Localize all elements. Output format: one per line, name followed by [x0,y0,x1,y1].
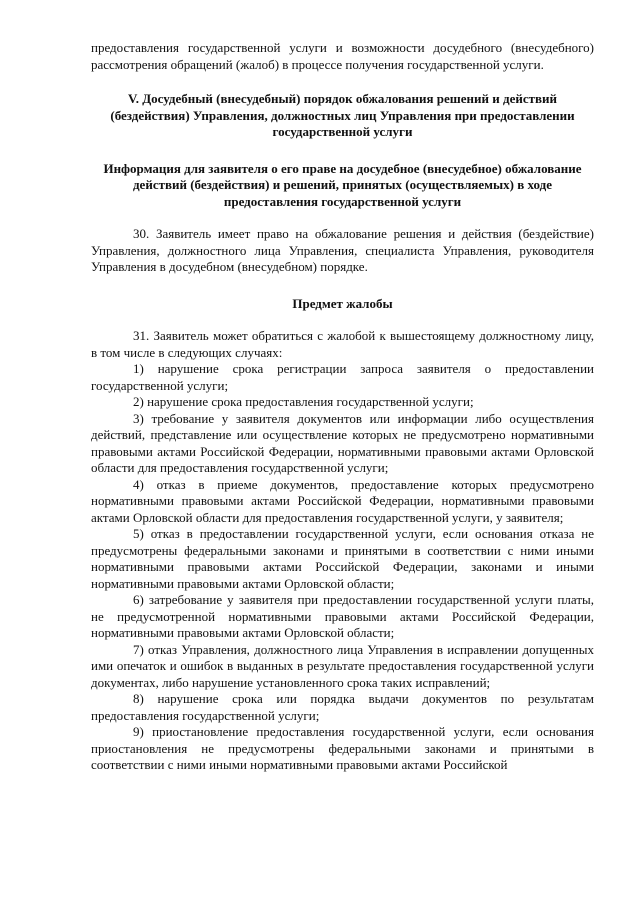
list-item: 3) требование у заявителя документов или информации либо осуществления действий, представление или осуществление которых не предусмотрено нормативными правовыми актами Российской Федерации, нормативными правовыми актами Орловской области для предоставления государственной услуги; [91,410,594,475]
list-item: 9) приостановление предоставления государственной услуги, если основания приостановления не предусмотрены федеральными законами и принятыми в соответствии с ними иными нормативными правовыми актами Российской [91,724,594,772]
section-title: V. Досудебный (внесудебный) порядок обжалования решений и действий (бездействия) Управления, должностных лиц Управления при предоставлении государственной услуги [110,91,575,139]
list-item: 5) отказ в предоставлении государственной услуги, если основания отказа не предусмотрены федеральными законами и принятыми в соответствии с ними иными нормативными правовыми актами Российской Федерации, законами и иными нормативными правовыми актами Орловской области; [91,526,594,591]
list-item: 8) нарушение срока или порядка выдачи документов по результатам предоставления государственной услуги; [91,691,594,723]
list-item: 1) нарушение срока регистрации запроса заявителя о предоставлении государственной услуги; [91,361,594,393]
info-title: Информация для заявителя о его праве на досудебное (внесудебное) обжалование действий (бездействия) и решений, принятых (осуществляемых) в ходе предоставления государственной услуги [103,160,582,209]
list-item: 2) нарушение срока предоставления государственной услуги; [133,394,474,409]
list-item: 4) отказ в приеме документов, предоставление которых предусмотрено нормативными правовыми актами Российской Федерации, нормативными правовыми актами Орловской области для предоставления государственной услуги, у заявителя; [91,476,594,525]
paragraph-30: 30. Заявитель имеет право на обжалование решения и действия (бездействие) Управления, должностного лица Управления, специалиста Управления, руководителя Управления в досудебном (внесудебном) порядке. [91,226,594,274]
paragraph-31: 31. Заявитель может обратиться с жалобой к вышестоящему должностному лицу, в том числе в следующих случаях: [91,328,594,360]
intro-paragraph: предоставления государственной услуги и возможности досудебного (внесудебного) рассмотрения обращений (жалоб) в процессе получения государственной услуги. [91,40,594,72]
document-page [91,40,594,774]
list-item: 6) затребование у заявителя при предоставлении государственной услуги платы, не предусмотренной нормативными правовыми актами Российской Федерации, нормативными правовыми актами Орловской области; [91,592,594,640]
subject-title: Предмет жалобы [292,295,393,311]
list-item: 7) отказ Управления, должностного лица Управления в исправлении допущенных ими опечаток и ошибок в выданных в результате предоставления государственной услуги документах, либо нарушение установленного срока таких исправлений; [91,641,594,690]
